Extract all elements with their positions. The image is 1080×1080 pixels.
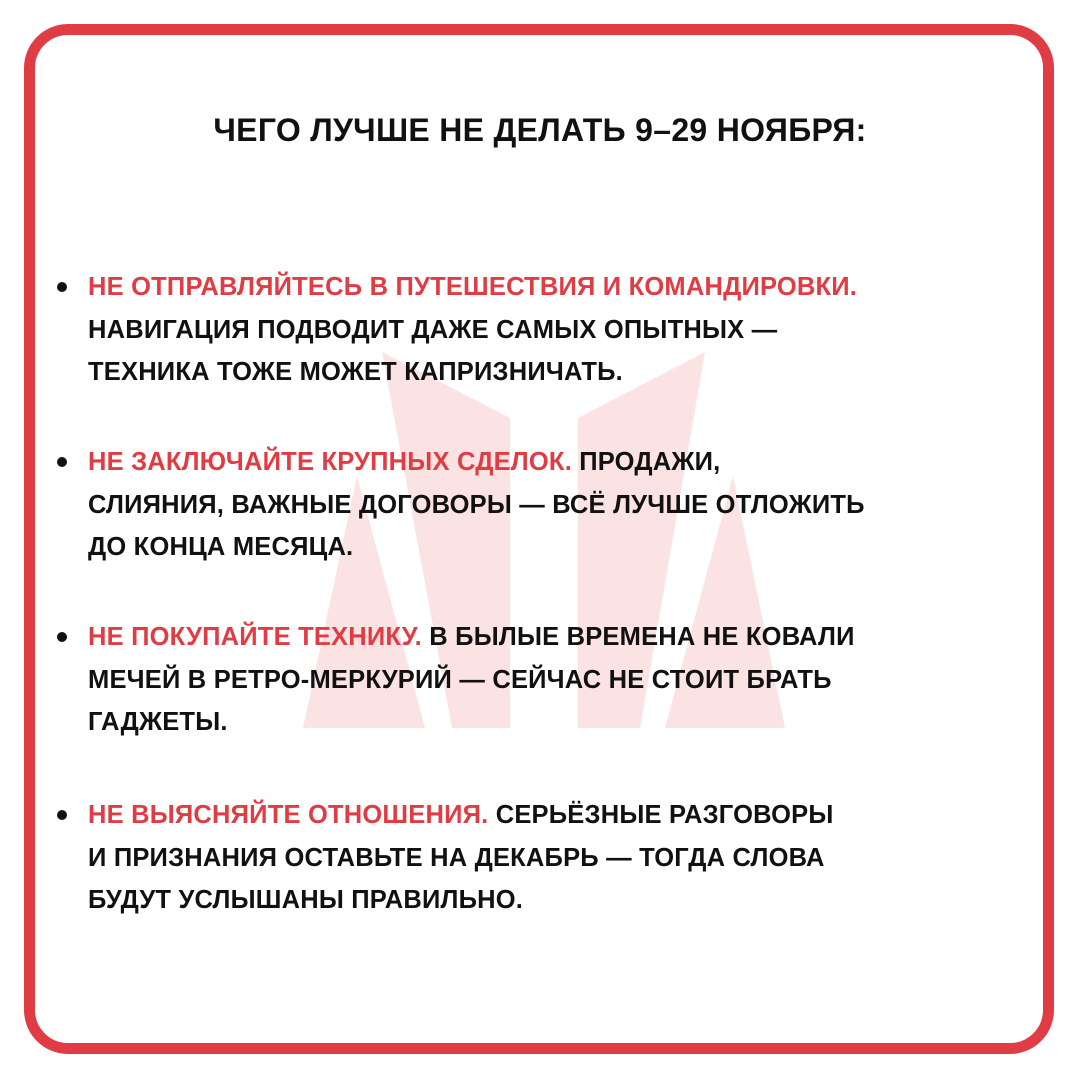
item-highlight: НЕ ЗАКЛЮЧАЙТЕ КРУПНЫХ СДЕЛОК. <box>88 448 572 476</box>
item-text: ГАДЖЕТЫ. <box>88 708 228 736</box>
item-text: И ПРИЗНАНИЯ ОСТАВЬТЕ НА ДЕКАБРЬ — ТОГДА СЛОВА <box>88 843 825 872</box>
item-text: ПРОДАЖИ, <box>571 448 721 476</box>
bullet-icon <box>57 457 67 467</box>
item-text: В БЫЛЫЕ ВРЕМЕНА НЕ КОВАЛИ <box>421 623 855 651</box>
bullet-icon <box>57 632 67 642</box>
list-item <box>88 441 865 569</box>
bullet-icon <box>57 810 67 820</box>
item-text: СЕРЬЁЗНЫЕ РАЗГОВОРЫ <box>488 801 834 829</box>
list-item <box>88 794 834 922</box>
item-text: СЛИЯНИЯ, ВАЖНЫЕ ДОГОВОРЫ — ВСЁ ЛУЧШЕ ОТЛОЖИТЬ <box>88 490 865 519</box>
item-text: НАВИГАЦИЯ ПОДВОДИТ ДАЖЕ САМЫХ ОПЫТНЫХ — <box>88 315 778 344</box>
list-item <box>88 616 855 744</box>
page-title: ЧЕГО ЛУЧШЕ НЕ ДЕЛАТЬ 9–29 НОЯБРЯ: <box>213 112 867 148</box>
item-highlight: НЕ ВЫЯСНЯЙТЕ ОТНОШЕНИЯ. <box>88 801 489 829</box>
item-text: ТЕХНИКА ТОЖЕ МОЖЕТ КАПРИЗНИЧАТЬ. <box>88 358 623 386</box>
item-text: БУДУТ УСЛЫШАНЫ ПРАВИЛЬНО. <box>88 886 524 914</box>
item-highlight: НЕ ПОКУПАЙТЕ ТЕХНИКУ. <box>88 623 422 651</box>
bullet-icon <box>57 282 67 292</box>
item-text: МЕЧЕЙ В РЕТРО-МЕРКУРИЙ — СЕЙЧАС НЕ СТОИТ БРАТЬ <box>88 665 832 694</box>
item-highlight: НЕ ОТПРАВЛЯЙТЕСЬ В ПУТЕШЕСТВИЯ И КОМАНДИРОВКИ. <box>88 273 858 301</box>
item-text: ДО КОНЦА МЕСЯЦА. <box>88 533 354 561</box>
list-item <box>88 266 857 394</box>
